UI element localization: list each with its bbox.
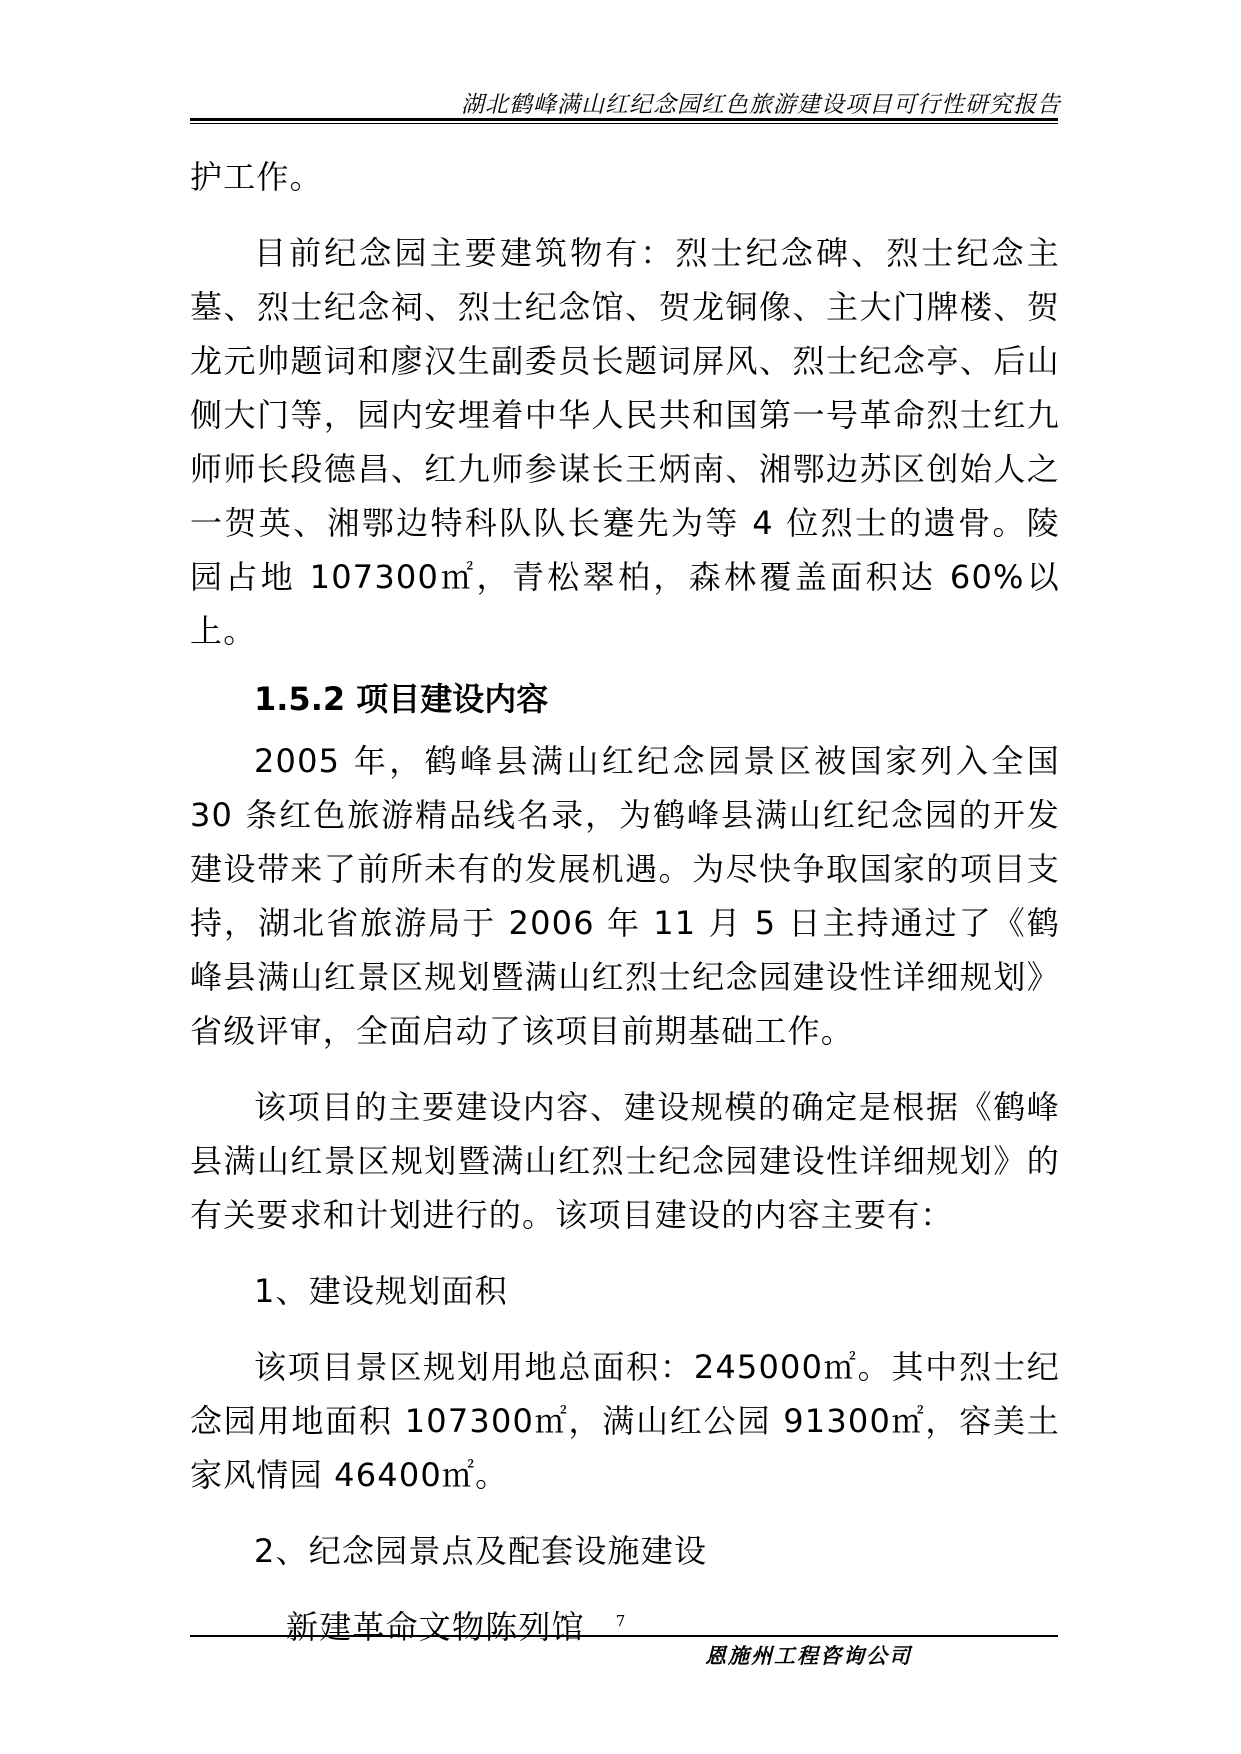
item-1-title: 1、建设规划面积 [254,1272,508,1310]
running-header-title: 湖北鹤峰满山红纪念园红色旅游建设项目可行性研究报告 [461,92,1061,118]
item-1-text: 该项目景区规划用地总面积：245000㎡。其中烈士纪念园用地面积 107300㎡，满山红公园 91300㎡，容美土家风情园 46400㎡。 [190,1348,1060,1494]
page-number: 7 [615,1612,626,1630]
footer-rule [190,1635,1058,1637]
item-2-title: 2、纪念园景点及配套设施建设 [254,1532,708,1570]
page-body [190,150,1060,1654]
paragraph-buildings: 目前纪念园主要建筑物有：烈士纪念碑、烈士纪念主墓、烈士纪念祠、烈士纪念馆、贺龙铜像、主大门牌楼、贺龙元帅题词和廖汉生副委员长题词屏风、烈士纪念亭、后山侧大门等，园内安埋着中华人民共和国第一号革命烈士红九师师长段德昌、红九师参谋长王炳南、湘鄂边苏区创始人之一贺英、湘鄂边特科队队长蹇先为等 4 位烈士的遗骨。陵园占地 107300㎡，青松翠柏，森林覆盖面积达 60%以上。 [190,234,1060,650]
section-heading: 1.5.2 项目建设内容 [254,680,549,718]
paragraph-continuation: 护工作。 [190,158,323,196]
item-2-subitem: 新建革命文物陈列馆 [286,1608,585,1646]
paragraph-2005: 2005 年，鹤峰县满山红纪念园景区被国家列入全国 30 条红色旅游精品线名录，为鹤峰县满山红纪念园的开发建设带来了前所未有的发展机遇。为尽快争取国家的项目支持，湖北省旅游局于 2006 年 11 月 5 日主持通过了《鹤峰县满山红景区规划暨满山红烈士纪念园建设性详细规划》省级评审，全面启动了该项目前期基础工作。 [190,742,1060,1050]
paragraph-construction-content: 该项目的主要建设内容、建设规模的确定是根据《鹤峰县满山红景区规划暨满山红烈士纪念园建设性详细规划》的有关要求和计划进行的。该项目建设的内容主要有： [190,1088,1060,1234]
footer-company-name: 恩施州工程咨询公司 [705,1644,912,1668]
header-rule [190,118,1058,124]
